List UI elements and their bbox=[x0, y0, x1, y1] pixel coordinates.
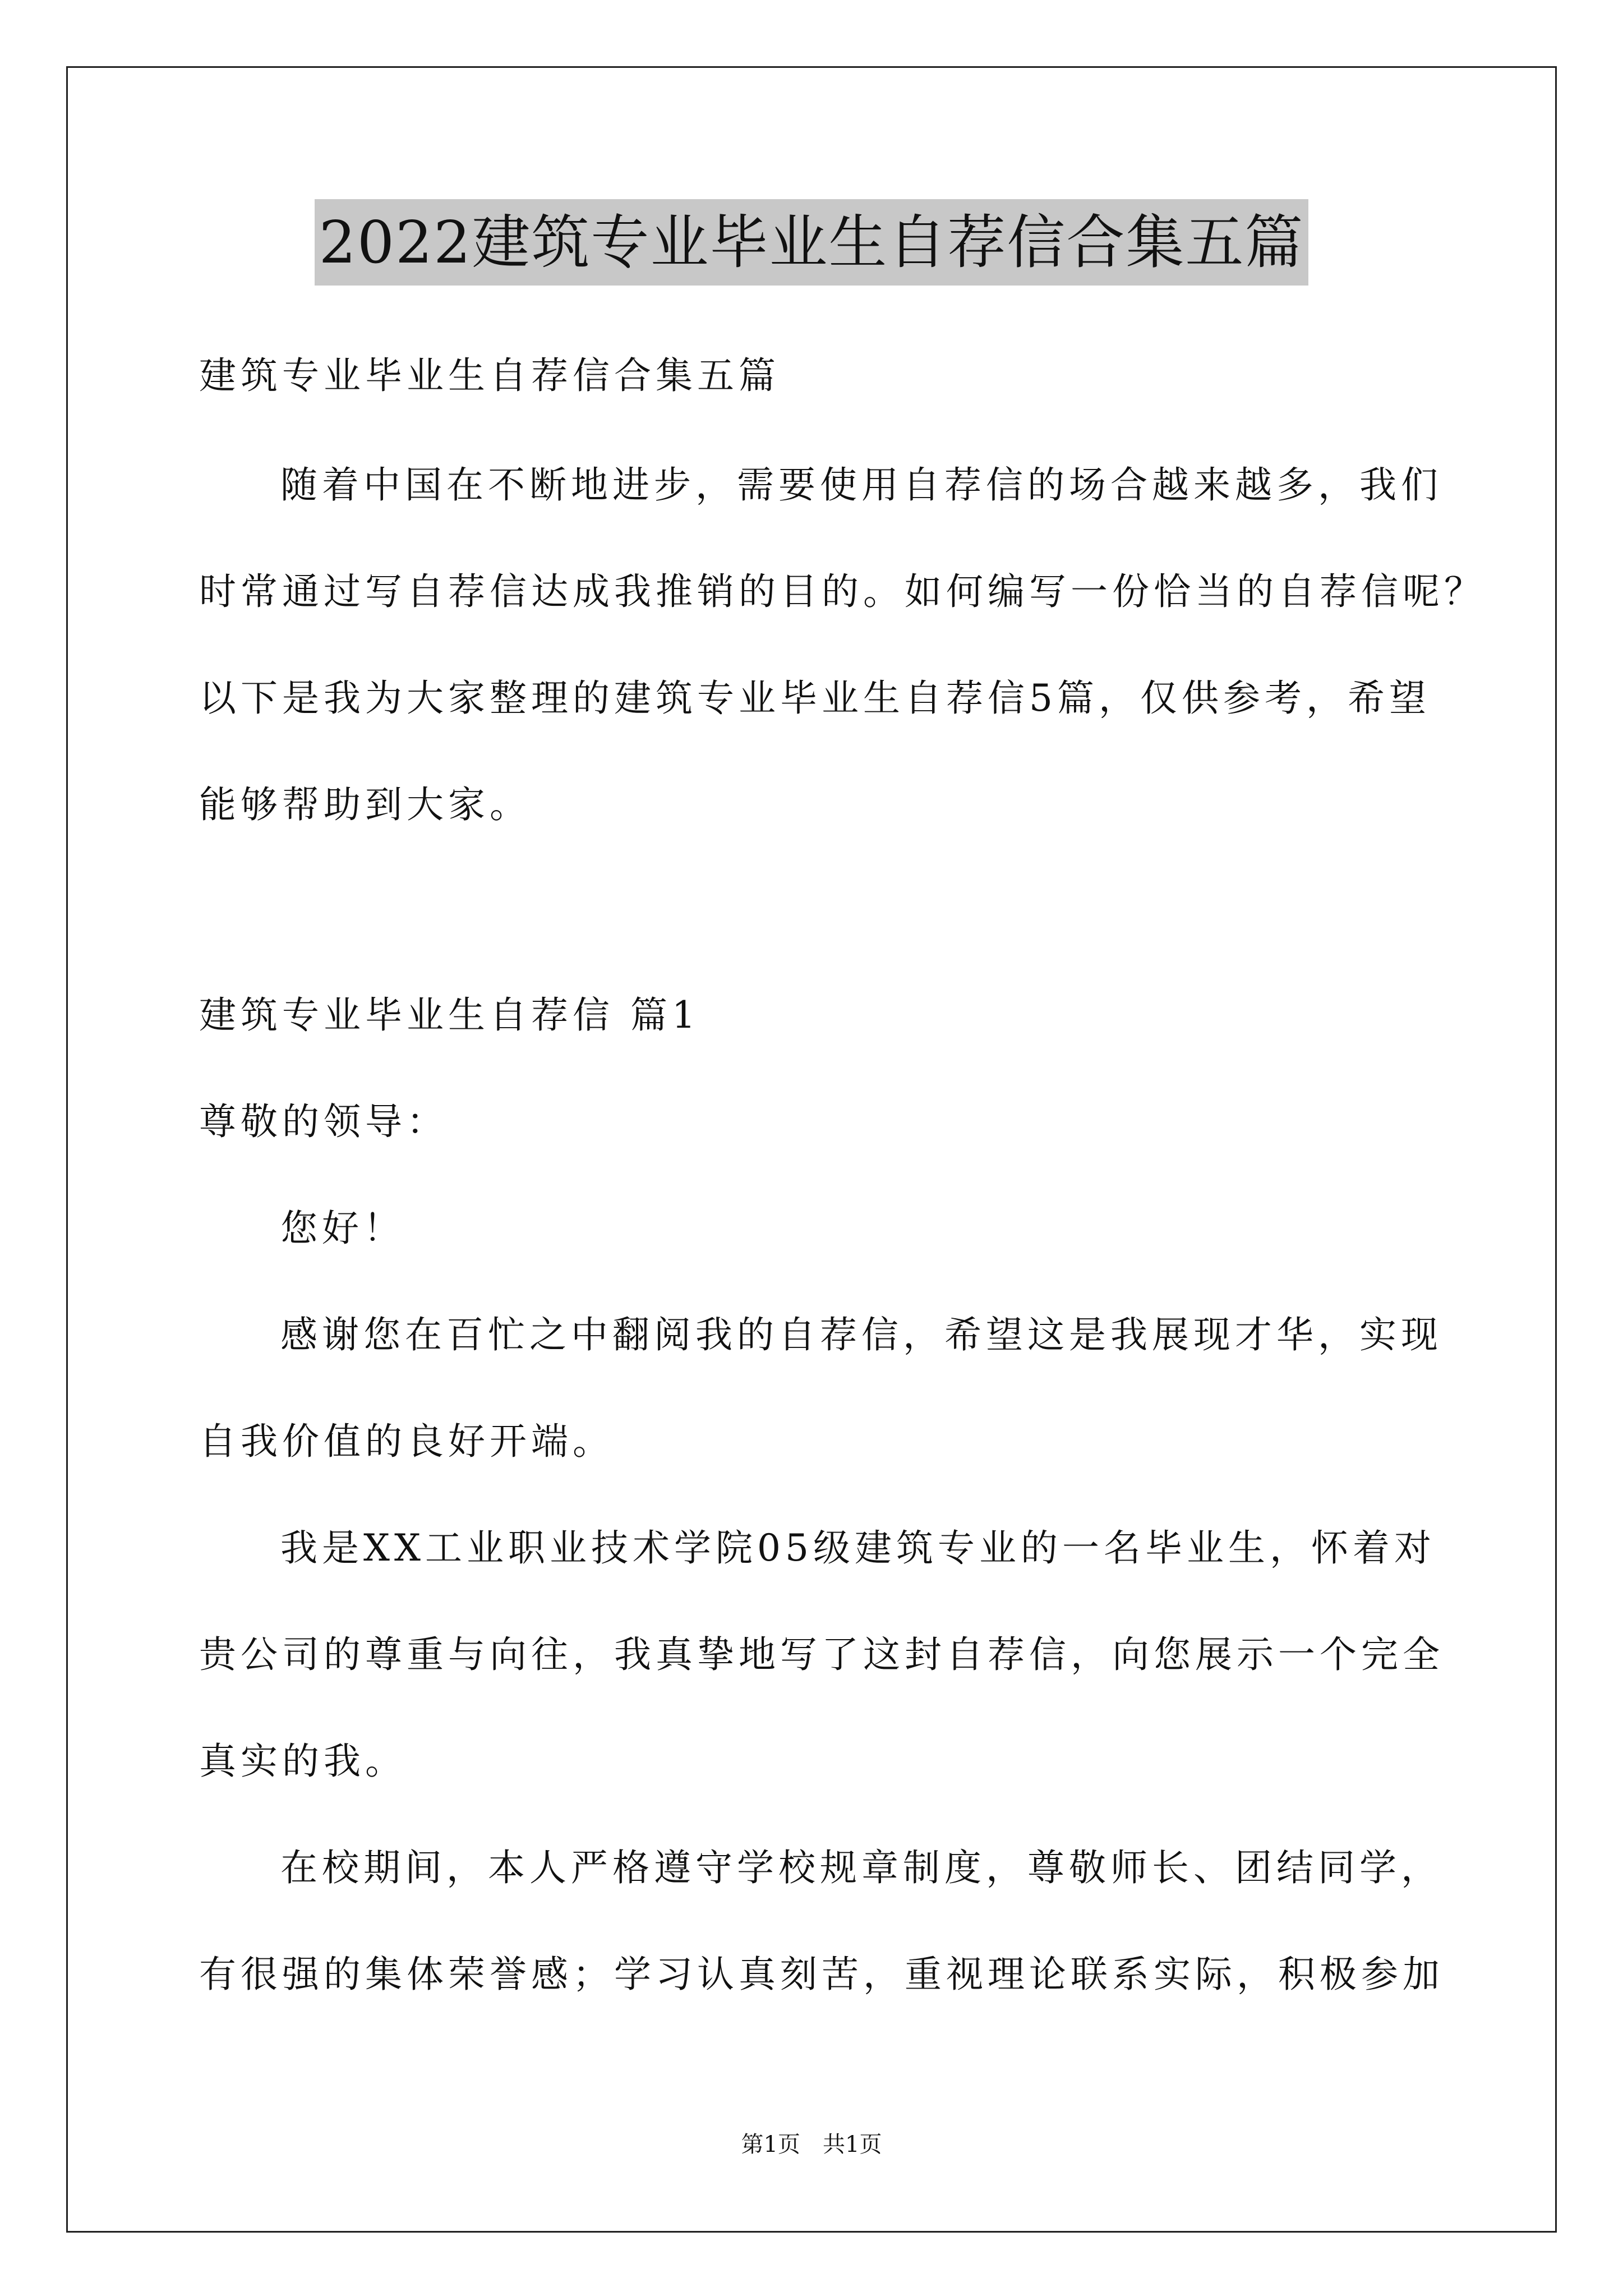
paragraph-2-line-3: 真实的我。 bbox=[199, 1740, 407, 1783]
paragraph-3-line-2: 有很强的集体荣誉感；学习认真刻苦，重视理论联系实际，积极参加 bbox=[199, 1953, 1444, 1996]
greeting: 您好！ bbox=[280, 1207, 405, 1250]
intro-line-2: 时常通过写自荐信达成我推销的目的。如何编写一份恰当的自荐信呢？ bbox=[199, 570, 1486, 613]
paragraph-1-line-2: 自我价值的良好开端。 bbox=[199, 1420, 614, 1463]
page-total: 共1页 bbox=[823, 2132, 882, 2157]
title-container bbox=[0, 199, 1623, 286]
salutation: 尊敬的领导： bbox=[199, 1100, 448, 1143]
page-footer bbox=[0, 2129, 1623, 2160]
page-number: 第1页 bbox=[741, 2132, 800, 2157]
subtitle-line: 建筑专业毕业生自荐信合集五篇 bbox=[199, 354, 780, 397]
intro-line-1: 随着中国在不断地进步，需要使用自荐信的场合越来越多，我们 bbox=[280, 463, 1442, 507]
paragraph-1-line-1: 感谢您在百忙之中翻阅我的自荐信，希望这是我展现才华，实现 bbox=[280, 1313, 1442, 1356]
intro-line-3: 以下是我为大家整理的建筑专业毕业生自荐信5篇，仅供参考，希望 bbox=[199, 677, 1431, 720]
section-heading: 建筑专业毕业生自荐信 篇1 bbox=[199, 993, 700, 1037]
paragraph-3-line-1: 在校期间，本人严格遵守学校规章制度，尊敬师长、团结同学， bbox=[280, 1846, 1442, 1889]
paragraph-2-line-2: 贵公司的尊重与向往，我真挚地写了这封自荐信，向您展示一个完全 bbox=[199, 1633, 1444, 1676]
document-title: 2022建筑专业毕业生自荐信合集五篇 bbox=[315, 199, 1309, 286]
paragraph-2-line-1: 我是XX工业职业技术学院05级建筑专业的一名毕业生，怀着对 bbox=[280, 1526, 1436, 1570]
intro-line-4: 能够帮助到大家。 bbox=[199, 783, 531, 826]
